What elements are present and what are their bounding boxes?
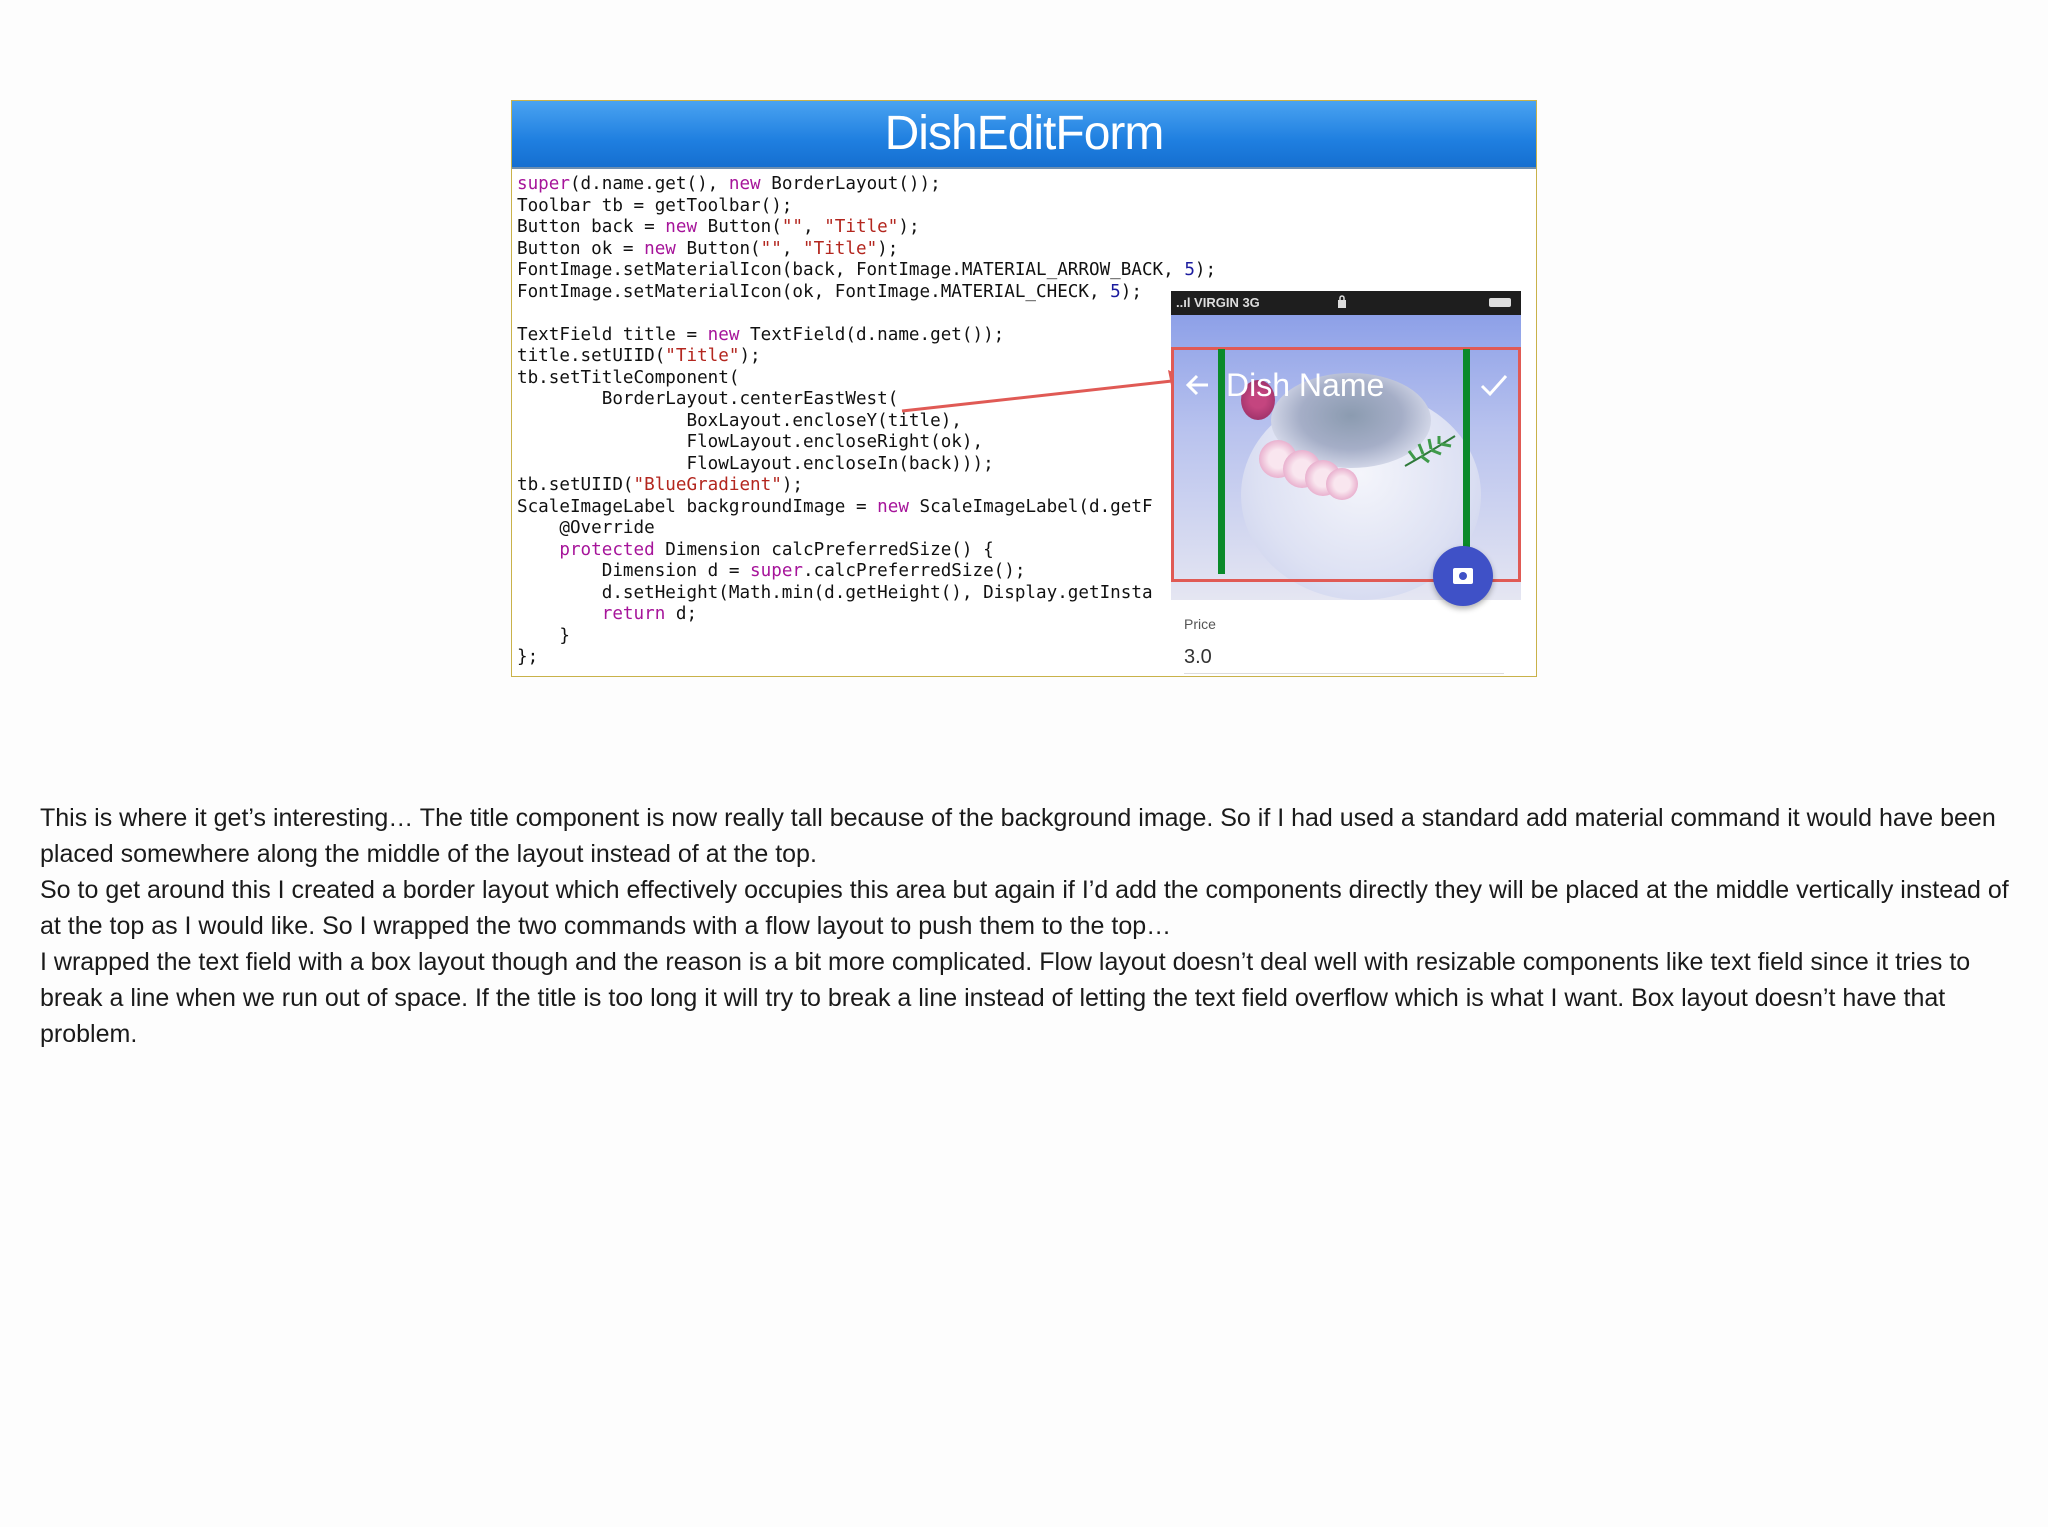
code-line: FontImage.setMaterialIcon(ok, FontImage.MATERIAL_CHECK, 5); <box>517 281 1142 302</box>
code-line: FlowLayout.encloseIn(back))); <box>517 453 994 474</box>
battery-icon <box>1489 298 1511 307</box>
code-line: }; <box>517 647 539 667</box>
code-line: title.setUIID("Title"); <box>517 346 761 366</box>
code-line: @Override <box>517 518 655 538</box>
annotation-arrow <box>902 366 1192 416</box>
code-line: BoxLayout.encloseY(title), <box>517 410 962 431</box>
code-line: TextField title = new TextField(d.name.get()); <box>517 324 1005 345</box>
dish-name-field[interactable]: Dish Name <box>1226 367 1385 403</box>
camera-icon <box>1433 546 1493 606</box>
slide <box>511 100 1537 677</box>
notes-paragraph: I wrapped the text field with a box layout though and the reason is a bit more complicated. Flow layout doesn’t deal well with resizable components like text field since it tries to break a line when we run out of space. If the title is too long it will try to break a line instead of letting the text field overflow which is what I want. Box layout doesn’t have that problem. <box>40 948 1971 1048</box>
slide-title: DishEditForm <box>884 107 1164 160</box>
code-line: Toolbar tb = getToolbar(); <box>517 195 793 216</box>
code-line: } <box>517 625 570 646</box>
notes-paragraph: This is where it get’s interesting… The title component is now really tall because of the background image. So if I had used a standard add material command it would have been placed somewhere along the middle of the layout instead of at the top. <box>40 804 1996 868</box>
code-block <box>517 174 1216 669</box>
code-line: d.setHeight(Math.min(d.getHeight(), Display.getInsta <box>517 582 1153 603</box>
notes-paragraph: So to get around this I created a border layout which effectively occupies this area but again if I’d add the components directly they will be placed at the middle vertically instead of at the top as I would like. So I wrapped the two commands with a flow layout to push them to the top… <box>40 876 2009 940</box>
check-icon[interactable] <box>1479 371 1509 399</box>
lock-icon <box>1337 295 1347 308</box>
floating-action-button[interactable] <box>1433 546 1493 606</box>
carrier-label: ..ıl VIRGIN 3G <box>1176 295 1260 310</box>
code-line: return d; <box>601 604 698 624</box>
back-arrow-icon[interactable] <box>1184 371 1212 399</box>
phone-screenshot <box>1171 291 1521 677</box>
code-line: Dimension d = super.calcPreferredSize(); <box>517 561 1026 581</box>
code-line: tb.setUIID("BlueGradient"); <box>517 475 804 495</box>
status-bar <box>1171 291 1521 315</box>
code-line: protected Dimension calcPreferredSize() { <box>559 539 994 560</box>
presenter-notes <box>40 800 2010 1052</box>
code-line <box>517 303 1216 325</box>
code-line: FontImage.setMaterialIcon(back, FontImage.MATERIAL_ARROW_BACK, 5); <box>517 260 1217 280</box>
slide-header <box>512 101 1536 169</box>
price-field[interactable]: 3.0 <box>1184 646 1212 668</box>
code-line: BorderLayout.centerEastWest( <box>517 389 899 409</box>
code-line: FlowLayout.encloseRight(ok), <box>517 432 984 452</box>
price-label: Price <box>1184 616 1216 632</box>
code-line: ScaleImageLabel backgroundImage = new ScaleImageLabel(d.getF <box>517 496 1153 517</box>
price-underline <box>1184 673 1504 674</box>
code-line: tb.setTitleComponent( <box>517 367 740 388</box>
code-line: Button back = new Button("", "Title"); <box>517 217 920 237</box>
guide-line-right <box>1463 349 1470 574</box>
guide-line-left <box>1218 349 1225 574</box>
code-line: super(d.name.get(), new BorderLayout()); <box>517 174 941 194</box>
code-line: Button ok = new Button("", "Title"); <box>517 238 899 259</box>
